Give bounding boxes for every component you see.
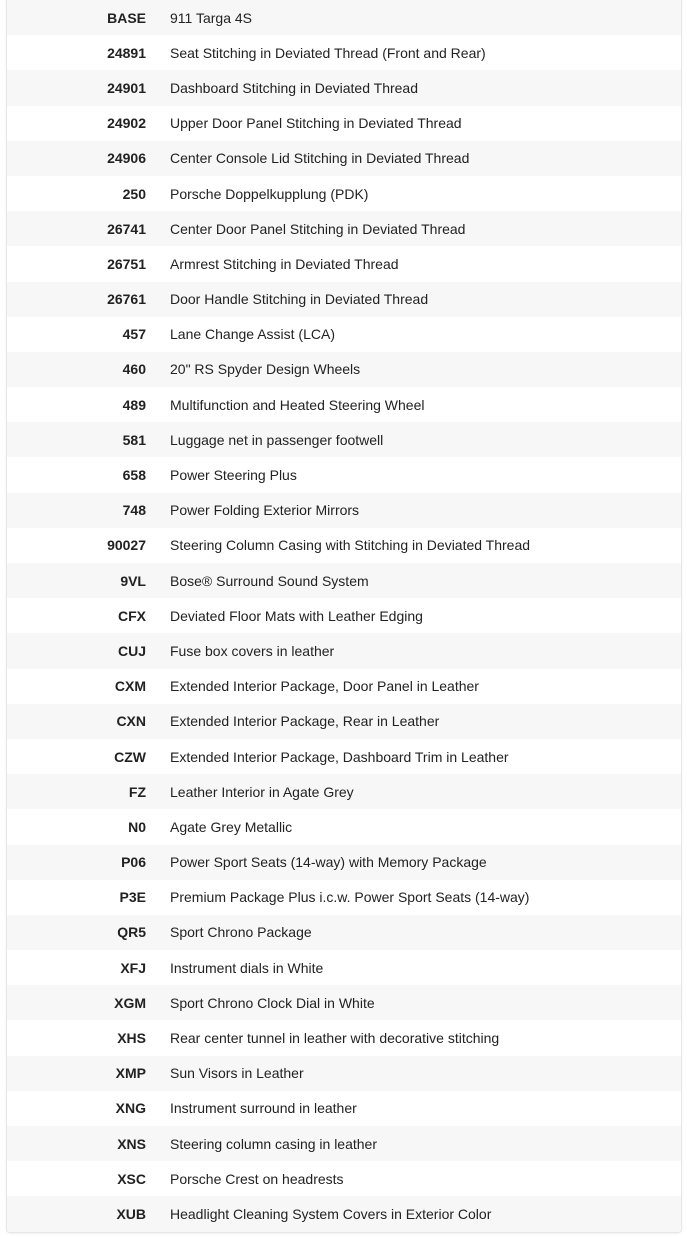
- option-description: Instrument dials in White: [170, 959, 324, 976]
- table-row: [7, 1020, 681, 1055]
- option-description: 911 Targa 4S: [170, 9, 252, 26]
- table-row: [7, 0, 681, 35]
- option-description: Upper Door Panel Stitching in Deviated Thread: [170, 115, 462, 132]
- options-table-container: [6, 0, 682, 1233]
- table-row: [7, 176, 681, 211]
- option-code: CUJ: [117, 642, 146, 659]
- option-code: XMP: [115, 1065, 146, 1082]
- option-code: 250: [122, 185, 146, 202]
- option-code: 748: [122, 502, 146, 519]
- table-row: [7, 70, 681, 105]
- table-row: [7, 352, 681, 387]
- option-description: Premium Package Plus i.c.w. Power Sport Seats (14-way): [170, 889, 530, 906]
- option-description: Multifunction and Heated Steering Wheel: [170, 396, 425, 413]
- option-code: XFJ: [120, 959, 146, 976]
- table-row: [7, 457, 681, 492]
- option-code: 24901: [107, 79, 146, 96]
- table-row: [7, 141, 681, 176]
- option-description: Rear center tunnel in leather with decorative stitching: [170, 1030, 500, 1047]
- table-row: [7, 598, 681, 633]
- option-description: Extended Interior Package, Door Panel in Leather: [170, 678, 479, 695]
- option-code: 457: [122, 326, 146, 343]
- table-row: [7, 1161, 681, 1196]
- option-description: Fuse box covers in leather: [170, 642, 335, 659]
- option-description: Bose® Surround Sound System: [170, 572, 369, 589]
- option-code: CFX: [118, 607, 146, 624]
- option-description: Sun Visors in Leather: [170, 1065, 304, 1082]
- option-code: 26751: [107, 255, 146, 272]
- option-description: Power Folding Exterior Mirrors: [170, 502, 360, 519]
- table-row: [7, 985, 681, 1020]
- option-code: CXN: [116, 713, 146, 730]
- table-row: [7, 246, 681, 281]
- table-row: [7, 387, 681, 422]
- option-description: Power Steering Plus: [170, 467, 297, 484]
- option-description: Power Sport Seats (14-way) with Memory Package: [170, 854, 487, 871]
- option-description: Extended Interior Package, Dashboard Trim in Leather: [170, 748, 509, 765]
- option-description: Seat Stitching in Deviated Thread (Front and Rear): [170, 44, 486, 61]
- table-row: [7, 669, 681, 704]
- option-code: P3E: [119, 889, 146, 906]
- options-table-body: [7, 0, 681, 1232]
- table-row: [7, 880, 681, 915]
- option-code: 460: [122, 361, 146, 378]
- option-description: Dashboard Stitching in Deviated Thread: [170, 79, 419, 96]
- option-code: 90027: [107, 537, 146, 554]
- table-row: [7, 739, 681, 774]
- table-row: [7, 1056, 681, 1091]
- option-code: 9VL: [120, 572, 146, 589]
- option-description: Door Handle Stitching in Deviated Thread: [170, 291, 429, 308]
- table-row: [7, 809, 681, 844]
- option-description: Steering column casing in leather: [170, 1135, 378, 1152]
- option-description: Armrest Stitching in Deviated Thread: [170, 255, 399, 272]
- option-description: Leather Interior in Agate Grey: [170, 783, 354, 800]
- option-description: Steering Column Casing with Stitching in Deviated Thread: [170, 537, 531, 554]
- option-description: 20" RS Spyder Design Wheels: [170, 361, 361, 378]
- option-code: 24902: [107, 115, 146, 132]
- option-description: Headlight Cleaning System Covers in Exterior Color: [170, 1205, 492, 1222]
- option-description: Extended Interior Package, Rear in Leather: [170, 713, 440, 730]
- option-code: N0: [128, 818, 146, 835]
- option-code: FZ: [128, 783, 146, 800]
- table-row: [7, 422, 681, 457]
- table-row: [7, 633, 681, 668]
- option-description: Deviated Floor Mats with Leather Edging: [170, 607, 423, 624]
- option-description: Porsche Crest on headrests: [170, 1170, 344, 1187]
- table-row: [7, 704, 681, 739]
- option-code: 24891: [107, 44, 146, 61]
- option-code: 26761: [107, 291, 146, 308]
- option-code: CXM: [114, 678, 146, 695]
- option-code: XHS: [117, 1030, 146, 1047]
- table-row: [7, 35, 681, 70]
- option-description: Center Console Lid Stitching in Deviated Thread: [170, 150, 470, 167]
- table-row: [7, 774, 681, 809]
- table-row: [7, 563, 681, 598]
- option-code: XUB: [116, 1205, 146, 1222]
- option-description: Luggage net in passenger footwell: [170, 431, 384, 448]
- option-description: Sport Chrono Package: [170, 924, 312, 941]
- option-description: Sport Chrono Clock Dial in White: [170, 994, 375, 1011]
- option-code: 581: [122, 431, 146, 448]
- table-row: [7, 211, 681, 246]
- option-code: 24906: [107, 150, 146, 167]
- option-description: Porsche Doppelkupplung (PDK): [170, 185, 369, 202]
- option-code: XGM: [114, 994, 146, 1011]
- option-code: XNS: [117, 1135, 146, 1152]
- option-code: XSC: [117, 1170, 146, 1187]
- table-row: [7, 528, 681, 563]
- option-description: Center Door Panel Stitching in Deviated Thread: [170, 220, 466, 237]
- option-code: XNG: [115, 1100, 146, 1117]
- table-row: [7, 106, 681, 141]
- options-table: [7, 0, 681, 1232]
- option-code: 26741: [107, 220, 146, 237]
- table-row: [7, 845, 681, 880]
- table-row: [7, 1126, 681, 1161]
- option-code: QR5: [117, 924, 146, 941]
- option-code: BASE: [107, 9, 146, 26]
- table-row: [7, 282, 681, 317]
- table-row: [7, 1196, 681, 1231]
- option-code: P06: [121, 854, 146, 871]
- table-row: [7, 950, 681, 985]
- table-row: [7, 493, 681, 528]
- table-row: [7, 317, 681, 352]
- option-description: Instrument surround in leather: [170, 1100, 357, 1117]
- table-row: [7, 915, 681, 950]
- option-description: Lane Change Assist (LCA): [170, 326, 335, 343]
- option-description: Agate Grey Metallic: [170, 818, 293, 835]
- option-code: 658: [122, 467, 146, 484]
- option-code: 489: [122, 396, 146, 413]
- table-row: [7, 1091, 681, 1126]
- option-code: CZW: [114, 748, 146, 765]
